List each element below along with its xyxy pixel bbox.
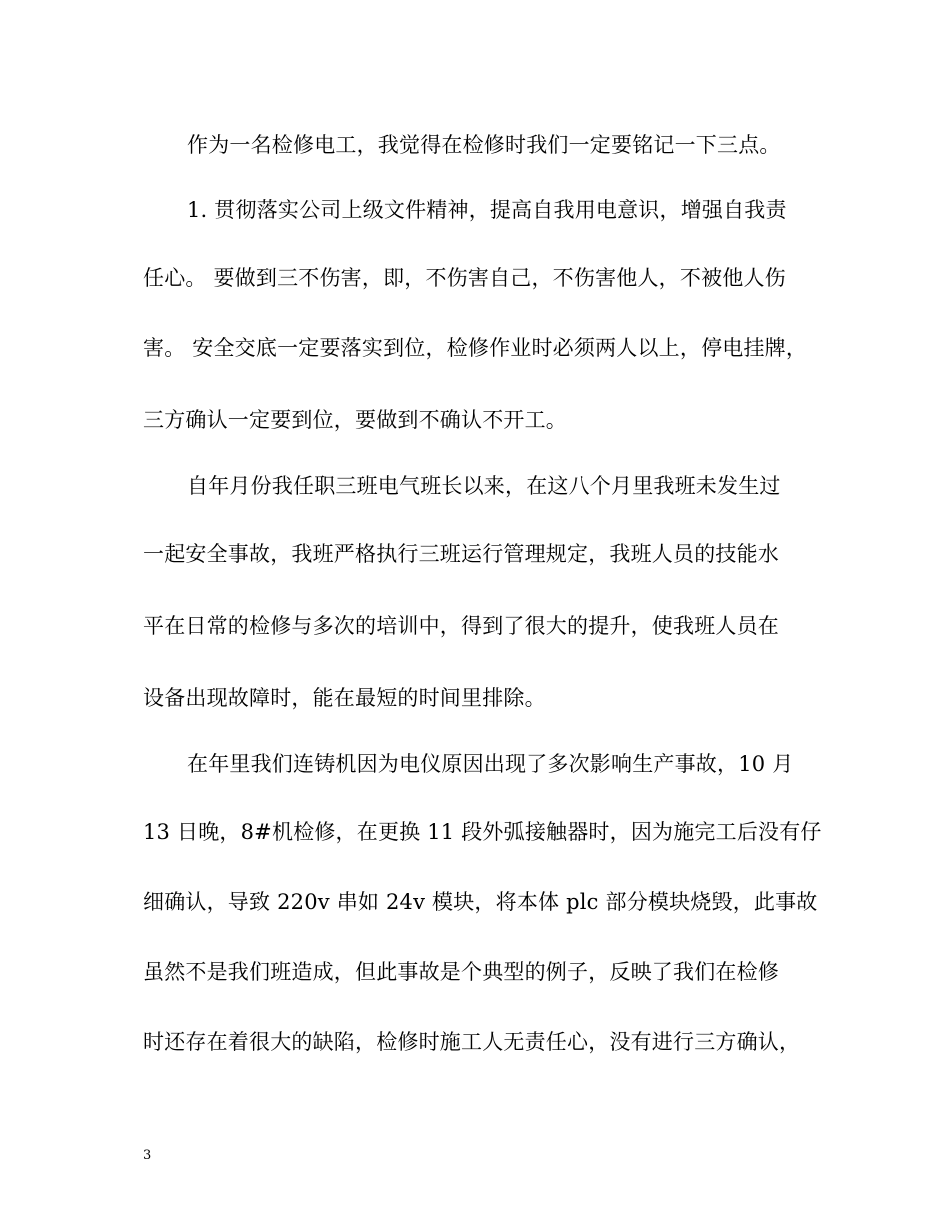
paragraph-line: 13 日晚，8#机检修，在更换 11 段外弧接触器时，因为施完工后没有仔	[143, 820, 822, 844]
page-number: 3	[143, 1148, 152, 1163]
paragraph-line: 时还存在着很大的缺陷，检修时施工人无责任心，没有进行三方确认，	[143, 1030, 801, 1054]
paragraph-line: 三方确认一定要到位，要做到不确认不开工。	[143, 408, 567, 432]
paragraph-line: 设备出现故障时，能在最短的时间里排除。	[143, 686, 546, 710]
paragraph-line: 一起安全事故，我班严格执行三班运行管理规定，我班人员的技能水	[143, 542, 779, 566]
paragraph-line: 任心。 要做到三不伤害，即，不伤害自己，不伤害他人，不被他人伤	[143, 266, 786, 290]
paragraph-line: 自年月份我任职三班电气班长以来，在这八个月里我班未发生过	[187, 474, 781, 498]
paragraph-line: 1. 贯彻落实公司上级文件精神，提高自我用电意识，增强自我责	[187, 198, 787, 222]
paragraph-line: 细确认，导致 220v 串如 24v 模块，将本体 plc 部分模块烧毁，此事故	[143, 890, 818, 914]
paragraph-line: 虽然不是我们班造成，但此事故是个典型的例子，反映了我们在检修	[143, 960, 779, 984]
paragraph-line: 平在日常的检修与多次的培训中，得到了很大的提升，使我班人员在	[143, 614, 779, 638]
paragraph-line: 在年里我们连铸机因为电仪原因出现了多次影响生产事故，10 月	[187, 752, 794, 776]
paragraph-line: 作为一名检修电工，我觉得在检修时我们一定要铭记一下三点。	[187, 133, 781, 157]
paragraph-line: 害。 安全交底一定要落实到位，检修作业时必须两人以上，停电挂牌，	[143, 336, 808, 360]
